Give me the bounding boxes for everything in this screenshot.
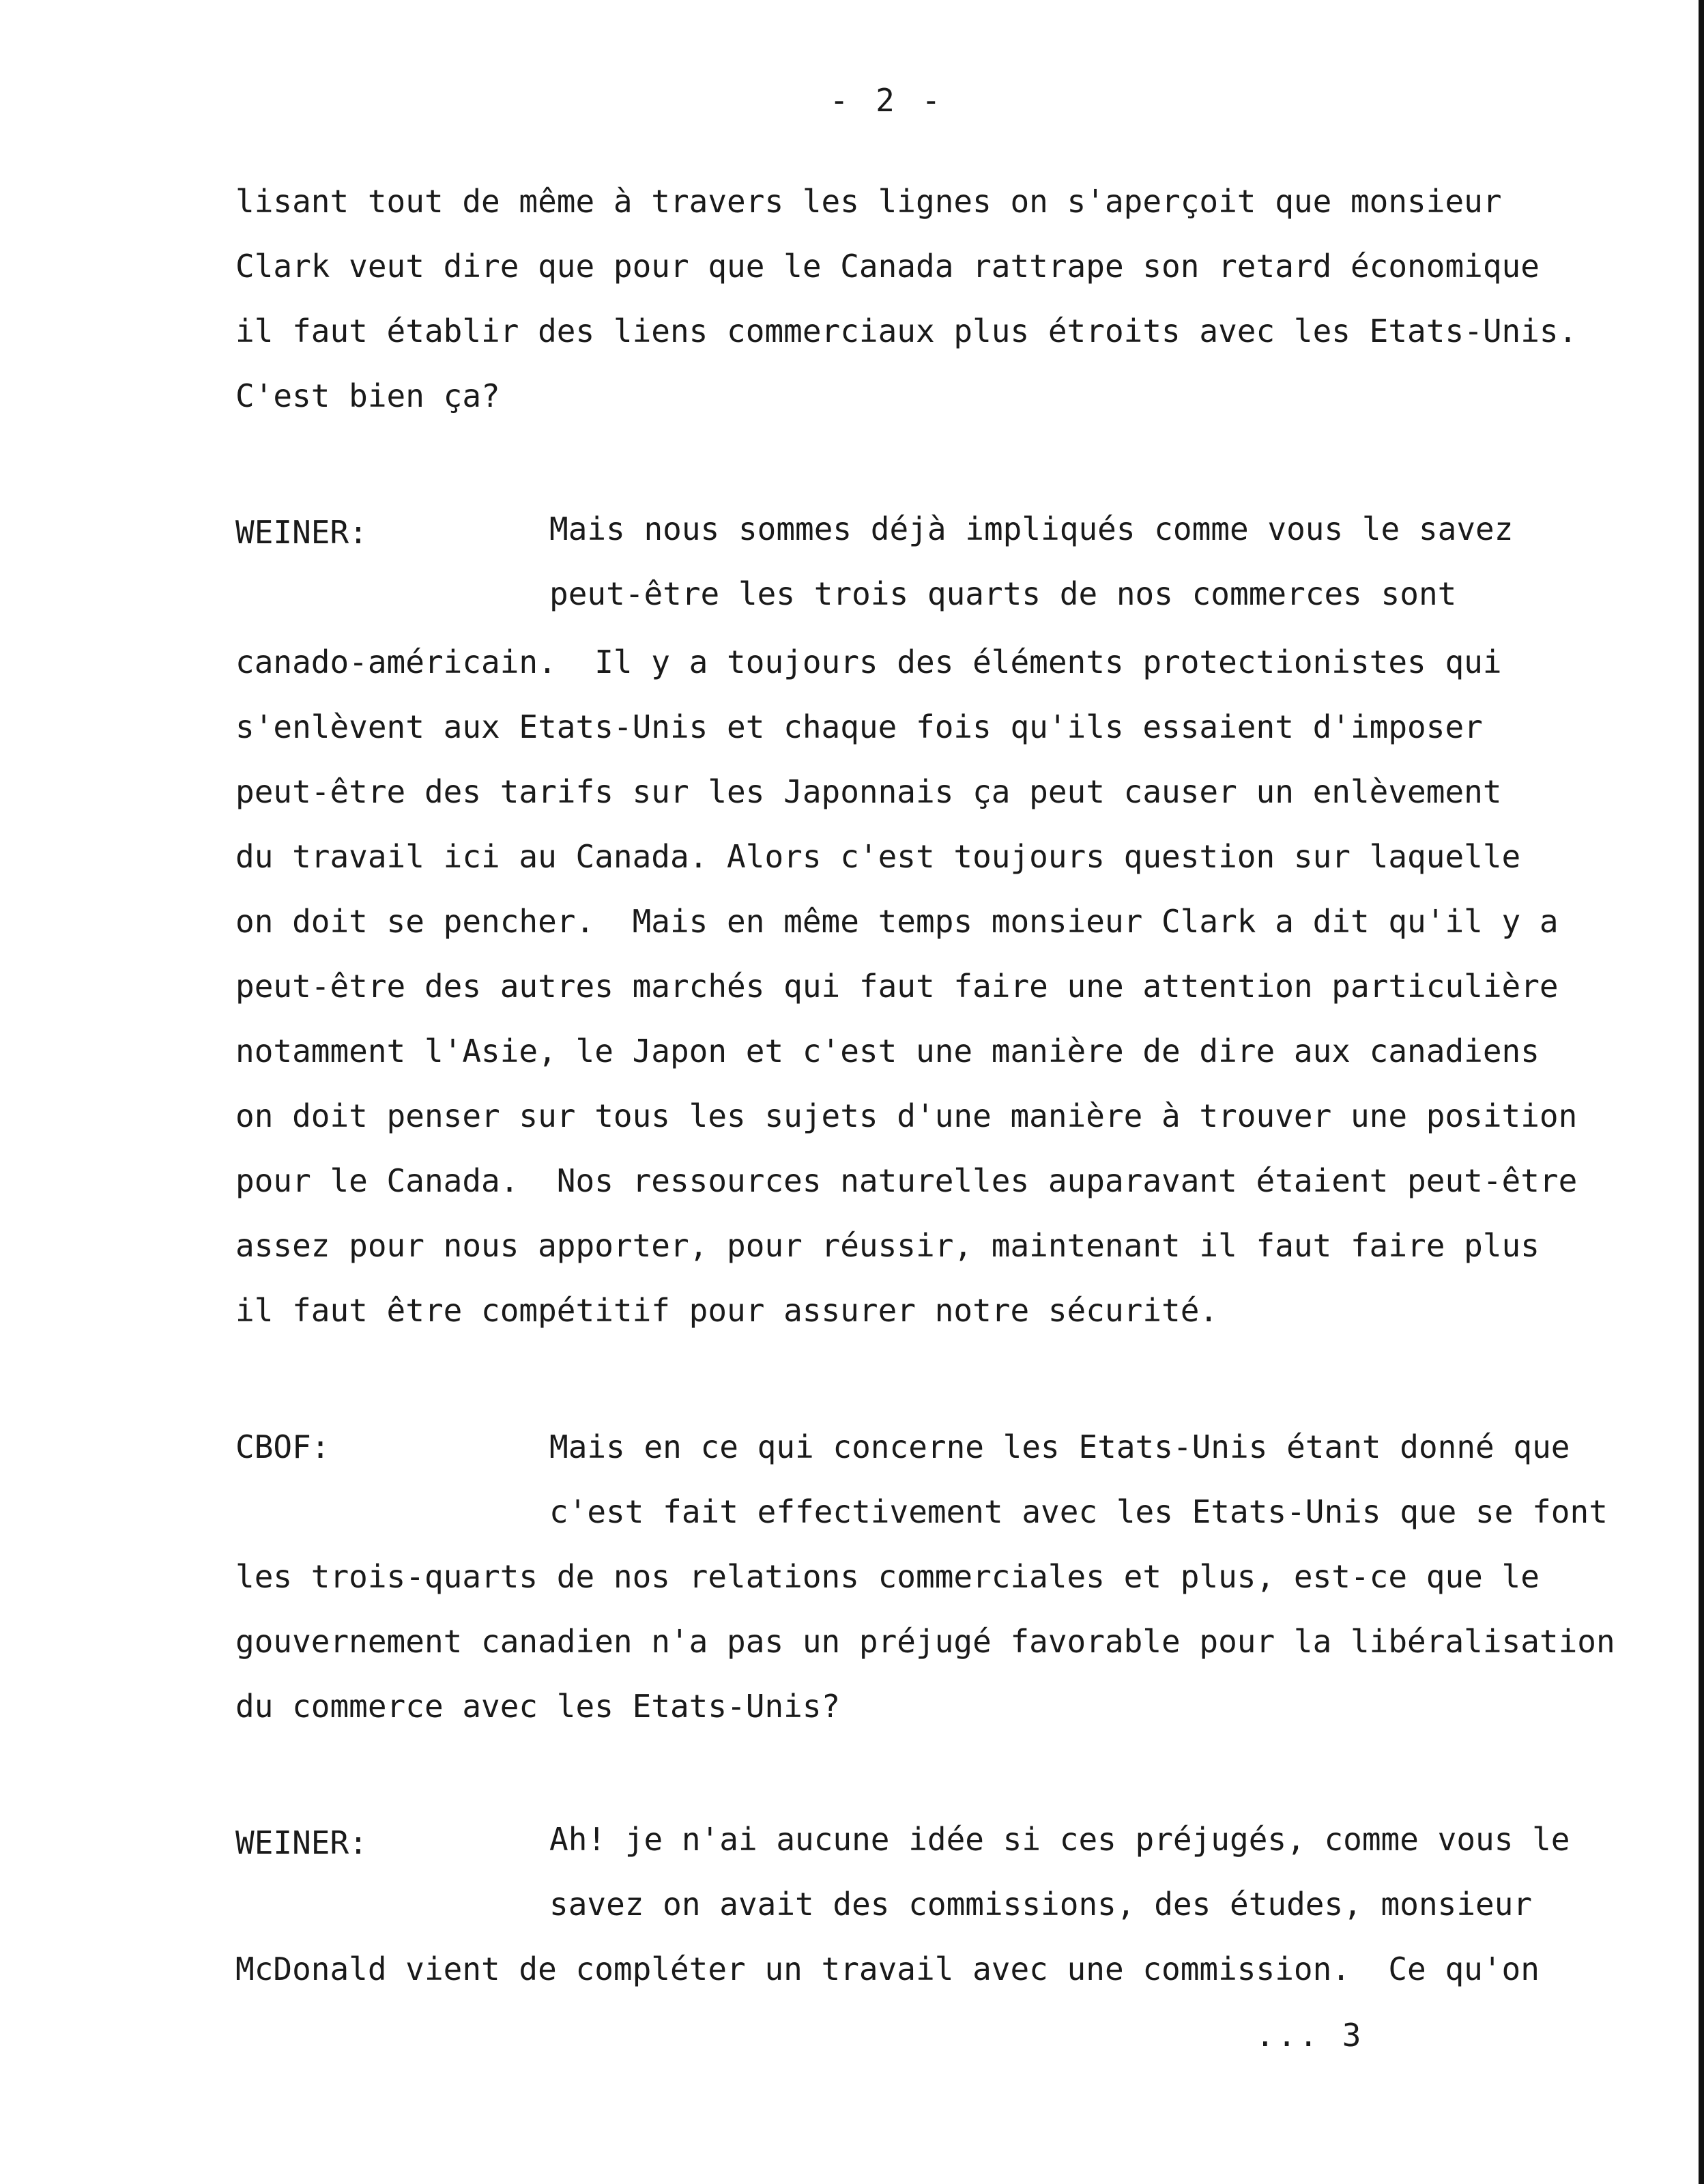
text-line: il faut être compétitif pour assurer notre sécurité. [235, 1292, 1219, 1329]
speech-line: savez on avait des commissions, des études, monsieur [549, 1886, 1533, 1923]
speech-line: Ah! je n'ai aucune idée si ces préjugés, comme vous le [549, 1821, 1570, 1858]
scan-edge [1699, 0, 1704, 2184]
speech-line: peut-être les trois quarts de nos commerces sont [549, 575, 1457, 612]
text-line: lisant tout de même à travers les lignes on s'aperçoit que monsieur [235, 183, 1502, 220]
text-line: du travail ici au Canada. Alors c'est toujours question sur laquelle [235, 838, 1521, 875]
continued-marker: ... 3 [1256, 2017, 1364, 2054]
text-line: pour le Canada. Nos ressources naturelles auparavant étaient peut-être [235, 1162, 1578, 1199]
speech-line: Mais nous sommes déjà impliqués comme vous le savez [549, 511, 1514, 547]
text-line: assez pour nous apporter, pour réussir, maintenant il faut faire plus [235, 1227, 1540, 1264]
text-line: s'enlèvent aux Etats-Unis et chaque fois qu'ils essaient d'imposer [235, 708, 1483, 745]
text-line: Clark veut dire que pour que le Canada rattrape son retard économique [235, 248, 1540, 285]
text-line: canado-américain. Il y a toujours des éléments protectionistes qui [235, 644, 1502, 680]
page-number: - 2 - [829, 82, 945, 119]
speech-line: Mais en ce qui concerne les Etats-Unis étant donné que [549, 1428, 1570, 1465]
text-line: notamment l'Asie, le Japon et c'est une manière de dire aux canadiens [235, 1033, 1540, 1069]
text-line: il faut établir des liens commerciaux plus étroits avec les Etats-Unis. [235, 313, 1578, 349]
speaker-label: WEINER: [235, 1824, 368, 1861]
text-line: on doit penser sur tous les sujets d'une manière à trouver une position [235, 1097, 1578, 1134]
text-line: C'est bien ça? [235, 377, 500, 414]
text-line: gouvernement canadien n'a pas un préjugé favorable pour la libéralisation [235, 1623, 1615, 1660]
text-line: du commerce avec les Etats-Unis? [235, 1688, 841, 1725]
speaker-label: WEINER: [235, 514, 368, 551]
text-line: on doit se pencher. Mais en même temps monsieur Clark a dit qu'il y a [235, 903, 1559, 940]
text-line: McDonald vient de compléter un travail avec une commission. Ce qu'on [235, 1951, 1540, 1987]
text-line: les trois-quarts de nos relations commerciales et plus, est-ce que le [235, 1558, 1540, 1595]
text-line: peut-être des tarifs sur les Japonnais ça peut causer un enlèvement [235, 773, 1502, 810]
text-line: peut-être des autres marchés qui faut faire une attention particulière [235, 968, 1559, 1005]
speech-line: c'est fait effectivement avec les Etats-Unis que se font [549, 1493, 1608, 1530]
speaker-label: CBOF: [235, 1428, 330, 1465]
